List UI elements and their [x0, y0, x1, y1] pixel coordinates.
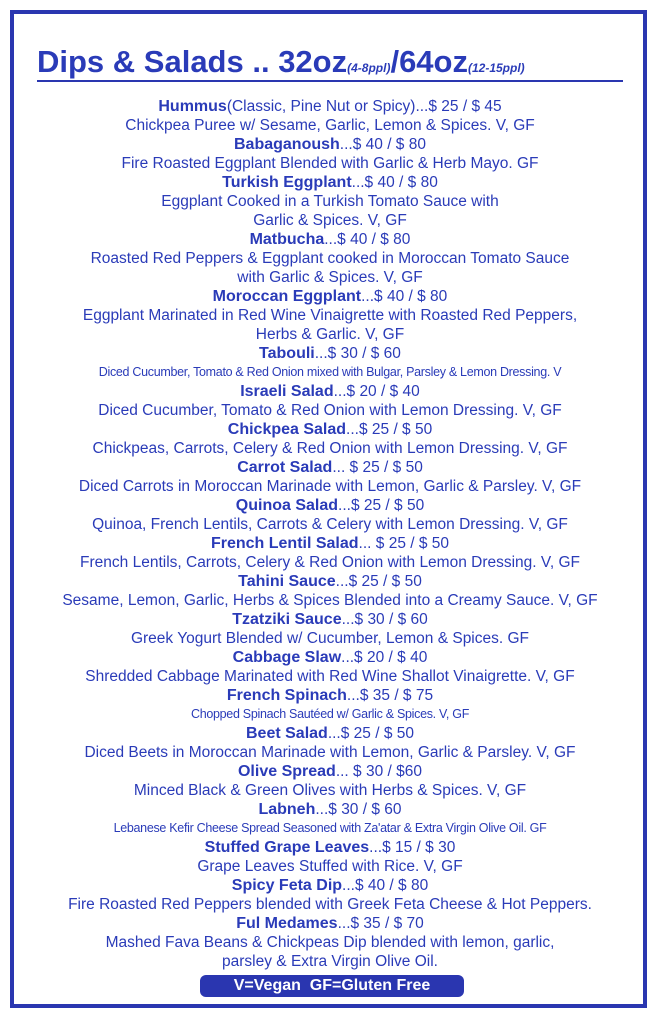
menu-item [25, 230, 635, 287]
menu-item-heading [25, 914, 635, 933]
menu-item-price: ...$ 40 / $ 80 [324, 231, 411, 248]
menu-item-price: ...$ 25 / $ 50 [335, 573, 422, 590]
menu-item-description: Shredded Cabbage Marinated with Red Wine Shallot Vinaigrette. V, GF [85, 668, 575, 685]
menu-item-name: Stuffed Grape Leaves [204, 839, 370, 856]
menu-item [25, 534, 635, 572]
menu-item-price: ...$ 30 / $ 60 [314, 345, 401, 362]
menu-item-description: Roasted Red Peppers & Eggplant cooked in Moroccan Tomato Sauce [90, 250, 570, 267]
menu-item-description: Eggplant Marinated in Red Wine Vinaigrette with Roasted Red Peppers, [82, 307, 578, 324]
menu-item-heading [25, 534, 635, 553]
menu-item [25, 344, 635, 382]
menu-item [25, 496, 635, 534]
menu-item-description: Lebanese Kefir Cheese Spread Seasoned with Za'atar & Extra Virgin Olive Oil. GF [113, 821, 547, 835]
menu-item-description: Minced Black & Green Olives with Herbs & Spices. V, GF [133, 782, 527, 799]
menu-item-heading [25, 724, 635, 743]
menu-item-heading [25, 97, 635, 116]
menu-item [25, 876, 635, 914]
menu-item-description: Diced Cucumber, Tomato & Red Onion mixed with Bulgar, Parsley & Lemon Dressing. V [98, 365, 562, 379]
menu-item [25, 97, 635, 135]
menu-item-heading [25, 382, 635, 401]
menu-item-name: Moroccan Eggplant [212, 288, 362, 305]
menu-item [25, 420, 635, 458]
menu-item-heading [25, 135, 635, 154]
menu-item-heading [25, 344, 635, 363]
menu-item-description: Fire Roasted Red Peppers blended with Greek Feta Cheese & Hot Peppers. [68, 896, 592, 913]
menu-item-description: Fire Roasted Eggplant Blended with Garlic & Herb Mayo. GF [121, 155, 539, 172]
menu-item-heading [25, 876, 635, 895]
menu-item-description: Diced Beets in Moroccan Marinade with Lemon, Garlic & Parsley. V, GF [84, 744, 576, 761]
menu-item [25, 458, 635, 496]
menu-item-name: Labneh [258, 801, 316, 818]
menu-item-price: ...$ 35 / $ 75 [346, 687, 434, 704]
menu-item-name: Turkish Eggplant [222, 174, 352, 191]
menu-item [25, 173, 635, 230]
title-underline [37, 80, 623, 82]
menu-item-name: Babaganoush [234, 136, 340, 153]
menu-item-price: ...$ 15 / $ 30 [369, 839, 456, 856]
menu-item-heading [25, 496, 635, 515]
menu-item-price: ...$ 40 / $ 80 [339, 136, 426, 153]
menu-item [25, 648, 635, 686]
menu-item-heading [25, 800, 635, 819]
menu-item-name: Hummus [158, 98, 227, 115]
menu-item-description: Greek Yogurt Blended w/ Cucumber, Lemon & Spices. GF [130, 630, 530, 647]
menu-item-name: Carrot Salad [237, 459, 333, 476]
menu-item-description: Grape Leaves Stuffed with Rice. V, GF [197, 858, 463, 875]
menu-item-price: ...$ 30 / $ 60 [341, 611, 428, 628]
menu-item-name: Ful Medames [236, 915, 338, 932]
menu-item [25, 686, 635, 724]
menu-item-price: ...$ 25 / $ 50 [327, 725, 414, 742]
menu-item-heading [25, 458, 635, 477]
menu-item [25, 382, 635, 420]
menu-item-description: parsley & Extra Virgin Olive Oil. [222, 953, 438, 970]
menu-item-price: ...$ 35 / $ 70 [337, 915, 424, 932]
menu-item-name: French Spinach [226, 687, 347, 704]
menu-item-heading [25, 762, 635, 781]
size-large-note: (12-15ppl) [467, 61, 525, 75]
menu-item-description: Chickpeas, Carrots, Celery & Red Onion with Lemon Dressing. V, GF [92, 440, 568, 457]
menu-item-name: Tahini Sauce [238, 573, 336, 590]
menu-item-price: ...$ 40 / $ 80 [361, 288, 448, 305]
menu-item-heading [25, 173, 635, 192]
menu-item-heading [25, 686, 635, 705]
menu-list [25, 97, 635, 971]
menu-item-price: ...$ 25 / $ 50 [346, 421, 433, 438]
menu-item-price: ...$ 40 / $ 80 [342, 877, 429, 894]
menu-item-description: Herbs & Garlic. V, GF [255, 326, 405, 343]
menu-item-description: Sesame, Lemon, Garlic, Herbs & Spices Blended into a Creamy Sauce. V, GF [62, 592, 598, 609]
menu-item-description: French Lentils, Carrots, Celery & Red Onion with Lemon Dressing. V, GF [80, 554, 580, 571]
legend-badge: V=Vegan GF=Gluten Free [200, 975, 464, 997]
menu-item-name: Quinoa Salad [235, 497, 339, 514]
size-small-note: (4-8ppl) [347, 61, 391, 75]
menu-item-price: ...$ 20 / $ 40 [341, 649, 428, 666]
menu-item [25, 762, 635, 800]
menu-item [25, 800, 635, 838]
menu-item-price: ...$ 30 / $ 60 [315, 801, 402, 818]
menu-item-name: Beet Salad [246, 725, 328, 742]
menu-item-name: Tzatziki Sauce [232, 611, 342, 628]
menu-item-heading [25, 420, 635, 439]
menu-item [25, 724, 635, 762]
menu-item [25, 914, 635, 971]
menu-item-description: with Garlic & Spices. V, GF [237, 269, 423, 286]
menu-item-price: ... $ 25 / $ 50 [332, 459, 423, 476]
menu-item-name: Israeli Salad [240, 383, 334, 400]
menu-item-description: Quinoa, French Lentils, Carrots & Celery with Lemon Dressing. V, GF [92, 516, 568, 533]
menu-item-name: Matbucha [249, 231, 325, 248]
menu-item-price: (Classic, Pine Nut or Spicy)...$ 25 / $ 45 [226, 98, 502, 115]
menu-item-name: Tabouli [259, 345, 315, 362]
menu-item-price: ...$ 20 / $ 40 [333, 383, 420, 400]
title-main: Dips & Salads .. 32oz [37, 44, 348, 79]
menu-item-heading [25, 648, 635, 667]
menu-item-heading [25, 838, 635, 857]
menu-item [25, 572, 635, 610]
menu-item-name: French Lentil Salad [210, 535, 359, 552]
menu-item-name: Cabbage Slaw [232, 649, 342, 666]
menu-item-description: Chickpea Puree w/ Sesame, Garlic, Lemon & Spices. V, GF [125, 117, 535, 134]
menu-item [25, 135, 635, 173]
menu-item-heading [25, 610, 635, 629]
menu-item-name: Chickpea Salad [227, 421, 347, 438]
menu-item-name: Olive Spread [237, 763, 336, 780]
menu-item-heading [25, 287, 635, 306]
menu-item-description: Garlic & Spices. V, GF [253, 212, 407, 229]
menu-item [25, 610, 635, 648]
menu-item-description: Chopped Spinach Sautéed w/ Garlic & Spices. V, GF [190, 707, 470, 721]
menu-item-price: ... $ 30 / $60 [335, 763, 422, 780]
menu-item-price: ...$ 25 / $ 50 [338, 497, 425, 514]
menu-item [25, 287, 635, 344]
menu-item-description: Mashed Fava Beans & Chickpeas Dip blended with lemon, garlic, [105, 934, 555, 951]
menu-item-heading [25, 572, 635, 591]
menu-item-heading [25, 230, 635, 249]
menu-item [25, 838, 635, 876]
menu-item-description: Diced Cucumber, Tomato & Red Onion with Lemon Dressing. V, GF [98, 402, 562, 419]
menu-item-description: Diced Carrots in Moroccan Marinade with Lemon, Garlic & Parsley. V, GF [78, 478, 582, 495]
menu-item-name: Spicy Feta Dip [231, 877, 343, 894]
title-large-size: /64oz [390, 44, 468, 79]
menu-item-price: ... $ 25 / $ 50 [358, 535, 450, 552]
menu-item-description: Eggplant Cooked in a Turkish Tomato Sauce with [161, 193, 499, 210]
menu-item-price: ...$ 40 / $ 80 [351, 174, 438, 191]
